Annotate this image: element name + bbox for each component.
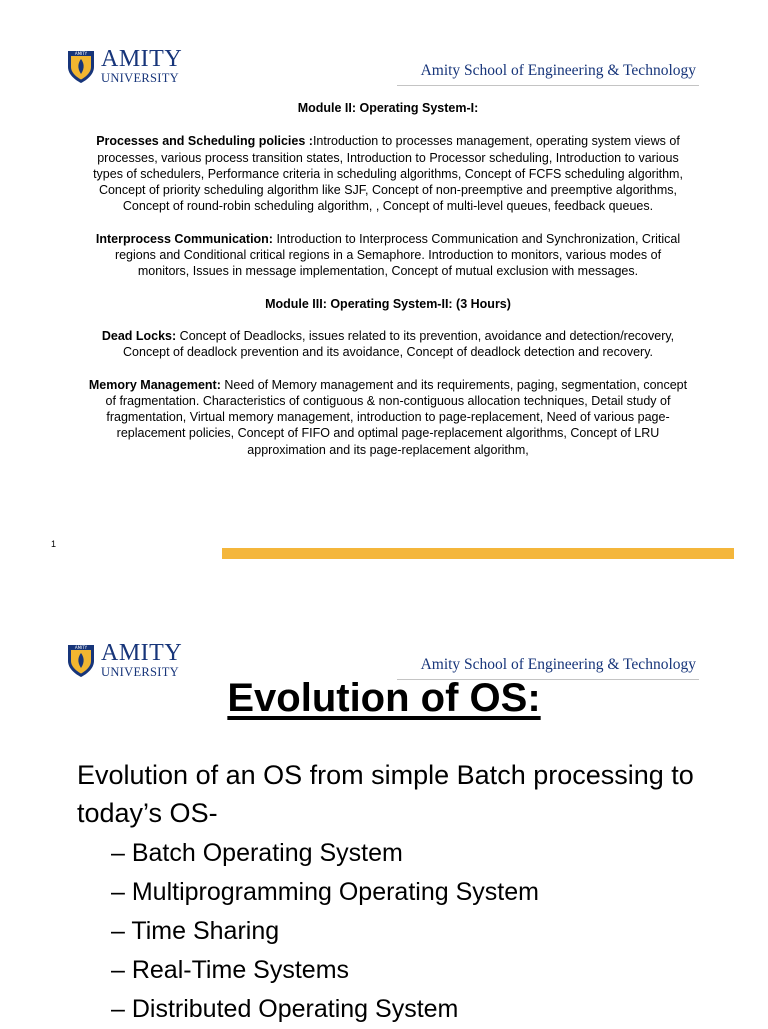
list-item: – Time Sharing — [111, 917, 280, 945]
memory-text: Need of Memory management and its requirements, paging, segmentation, concept of fragmentation. Characteristics of contiguous & non-contiguous allocation techniques, Detail study of fragmentation, Virtual memory management, introduction to page-replacement, Need of various page-replacement policies, Concept of FIFO and optimal page-replacement algorithms, Concept of LRU approximation and its page-replacement algorithm, — [105, 377, 688, 457]
logo-subtitle: UNIVERSITY — [101, 71, 179, 86]
list-item: – Distributed Operating System — [111, 995, 459, 1023]
amity-crest-icon — [66, 641, 96, 679]
school-name: Amity School of Engineering & Technology — [420, 62, 696, 79]
syllabus-text — [88, 100, 688, 458]
amity-logo — [66, 641, 182, 679]
memory-paragraph — [88, 377, 688, 458]
page-number: 1 — [51, 539, 57, 549]
module-2-title: Module II: Operating System-I: — [297, 101, 479, 115]
ipc-text: Introduction to Interprocess Communication and Synchronization, Critical regions and Conditional critical regions in a Semaphore. Introduction to monitors, various modes of monitors, Issues in message implementation, Concept of mutual exclusion with messages. — [114, 231, 681, 279]
memory-label: Memory Management: — [88, 377, 221, 392]
intro-text: Evolution of an OS from simple Batch processing to today’s OS- — [77, 760, 694, 828]
deadlocks-label: Dead Locks: — [101, 328, 177, 343]
module-3-title: Module III: Operating System-II: (3 Hours) — [265, 296, 511, 311]
ipc-paragraph — [88, 231, 688, 280]
crest-text: AMITY — [74, 645, 88, 650]
processes-paragraph — [88, 133, 688, 214]
amity-logo — [66, 47, 182, 85]
processes-label: Processes and Scheduling policies : — [96, 134, 313, 149]
logo-name: AMITY — [101, 640, 183, 667]
header-divider — [397, 85, 699, 86]
ipc-label: Interprocess Communication: — [95, 231, 273, 246]
slide-2 — [0, 596, 768, 1024]
footer-accent-bar — [222, 548, 734, 559]
deadlocks-paragraph — [88, 328, 688, 361]
logo-subtitle: UNIVERSITY — [101, 665, 179, 680]
list-item: – Batch Operating System — [111, 839, 403, 867]
school-name: Amity School of Engineering & Technology — [420, 656, 696, 673]
list-item: – Multiprogramming Operating System — [111, 878, 539, 906]
amity-crest-icon — [66, 47, 96, 85]
slide-title: Evolution of OS: — [227, 676, 541, 720]
list-item: – Real-Time Systems — [111, 956, 350, 984]
os-types-list — [111, 834, 539, 1029]
logo-name: AMITY — [101, 46, 183, 73]
crest-text: AMITY — [74, 51, 88, 56]
processes-text: Introduction to processes management, operating system views of processes, various process transition states, Introduction to Processor scheduling, Introduction to various types of schedulers, Performance criteria in scheduling algorithms, Concept of FCFS scheduling algorithm, Concept of priority scheduling algorithm like SJF, Concept of non-preemptive and preemptive algorithms, Concept of round-robin scheduling algorithm, , Concept of multi-level queues, feedback queues. — [93, 134, 683, 214]
deadlocks-text: Concept of Deadlocks, issues related to its prevention, avoidance and detection/recovery, Concept of deadlock prevention and its avoidance, Concept of deadlock detection and recovery. — [123, 328, 675, 360]
